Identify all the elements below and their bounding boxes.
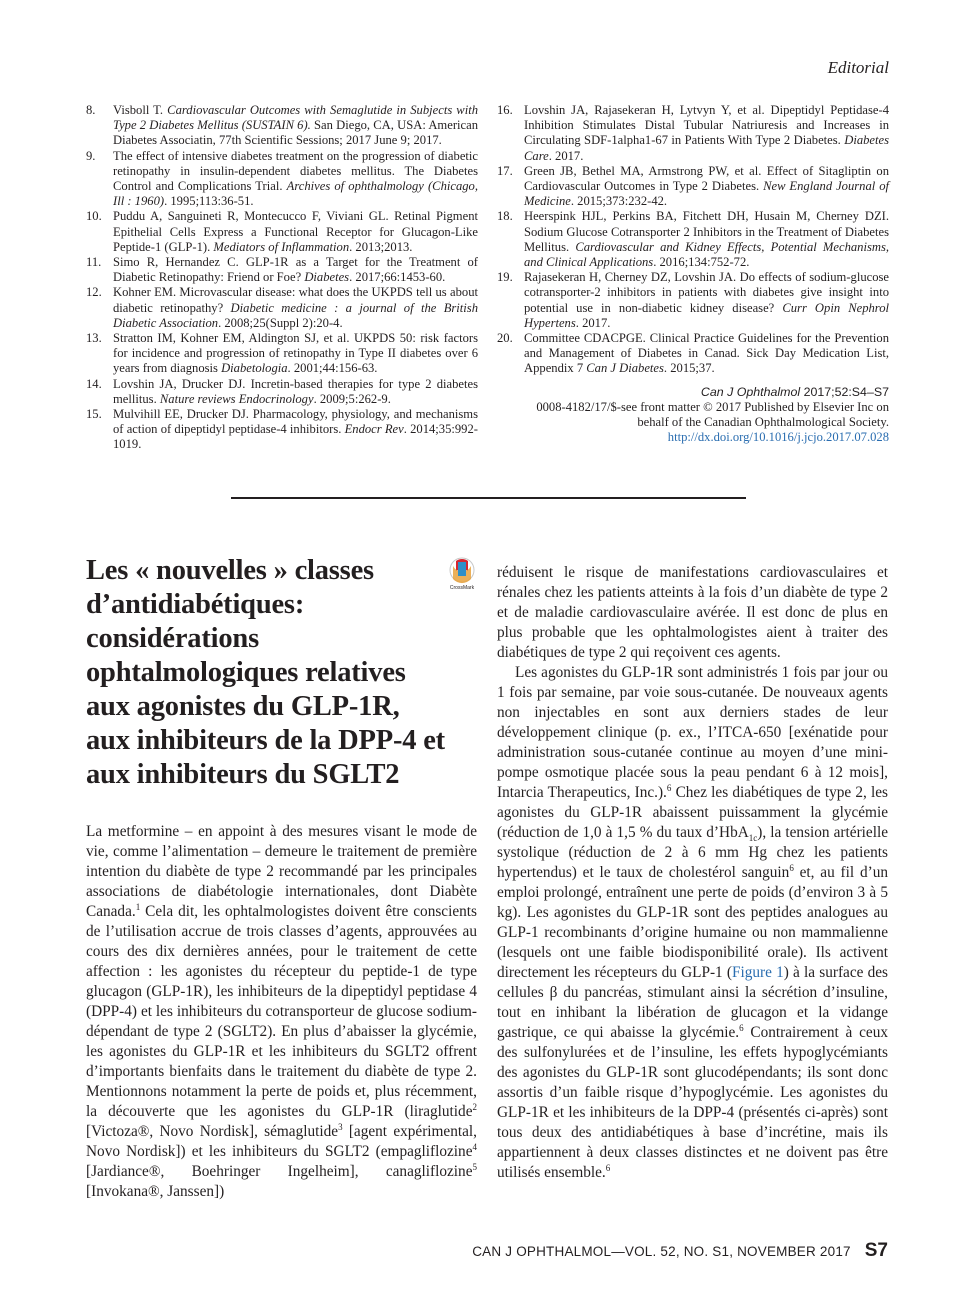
text-run: [Invokana®, Janssen]) — [86, 1183, 225, 1200]
reference-text — [524, 209, 889, 270]
citation-volume: 2017;52:S4–S7 — [803, 384, 889, 399]
reference-item — [497, 103, 889, 164]
reference-list-left — [86, 103, 478, 453]
text-run: Mulvihill EE, Drucker DJ. Pharmacology, physiology, and mechanisms of action of dipeptidyl peptidase-4 inhibitors. — [113, 407, 478, 437]
italic-text: Mediators of Inflammation — [213, 239, 350, 254]
reference-text — [113, 103, 478, 149]
citation-superscript[interactable]: 4 — [472, 1141, 477, 1152]
text-run: . 2015;37. — [663, 361, 715, 376]
italic-text: Diabetologia — [221, 361, 288, 376]
citation-block — [497, 385, 889, 446]
text-run: . 2015;373:232-42. — [570, 194, 668, 209]
page-number: S7 — [864, 1240, 888, 1261]
italic-text: New England Journal of Medicine — [524, 179, 889, 209]
italic-text: Diabetic medicine : a journal of the British Diabetic Association — [113, 300, 478, 330]
text-run: Rajasekeran H, Cherney DZ, Lovshin JA. Do effects of sodium-glucose cotransporter-2 inhibitors in patients with diabetes give insight into potential use in non-diabetic kidney disease? — [524, 270, 889, 315]
citation-superscript[interactable]: 6 — [666, 782, 672, 793]
reference-number: 19. — [497, 270, 513, 285]
italic-text: Curr Opin Nephrol Hypertens — [524, 300, 890, 330]
body-column-right — [497, 563, 888, 1183]
text-run: [Victoza®, Novo Nordisk], sémaglutide — [86, 1123, 339, 1140]
reference-number: 8. — [86, 103, 96, 117]
reference-number: 11. — [86, 255, 102, 270]
reference-list-right — [497, 103, 889, 445]
text-run: Visboll T. — [113, 103, 168, 117]
citation-superscript[interactable]: 6 — [789, 862, 794, 873]
reference-text — [113, 209, 478, 255]
article-title: Les « nouvelles » classes d’antidiabétiques: considérations ophtalmologiques relatives aux agonistes du GLP-1R, aux inhibiteurs de la DPP-4 et aux inhibiteurs du SGLT2 — [86, 555, 445, 790]
italic-text: Endocr Rev — [344, 422, 404, 437]
italic-text: Cardiovascular Outcomes with Semaglutide in Subjects with Type 2 Diabetes Mellitus (SUSTAIN 6). — [113, 103, 478, 133]
reference-item — [497, 331, 889, 377]
citation-superscript[interactable]: 6 — [605, 1162, 611, 1173]
copyright-line-1: 0008-4182/17/$-see front matter © 2017 Published by Elsevier Inc on — [536, 399, 889, 414]
copyright-line-2: behalf of the Canadian Ophthalmological Society. — [637, 415, 889, 430]
citation-superscript[interactable]: 5 — [472, 1161, 477, 1172]
reference-item — [497, 270, 889, 331]
reference-number: 15. — [86, 407, 102, 422]
text-run: Simo R, Hernandez C. GLP-1R as a Target for the Treatment of Diabetic Retinopathy: Friend or Foe? — [113, 255, 478, 285]
body-paragraph — [86, 822, 477, 1202]
text-run: . 1995;113:36-51. — [164, 194, 254, 209]
text-run: La metformine – en appoint à des mesures visant le mode de vie, comme l’alimentation – demeure le traitement de première intention du diabète de type 2 recommandé par les principales associations de diabétologie internationales, dont Diabète Canada. — [86, 823, 477, 920]
italic-text: Diabetes Care — [524, 133, 889, 163]
citation-journal — [497, 385, 889, 400]
italic-text: Nature reviews Endocrinology — [159, 391, 314, 406]
text-run: Heerspink HJL, Perkins BA, Fitchett DH, Husain M, Cherney DZI. Sodium Glucose Cotransporter 2 Inhibitors in the Treatment of Diabetes Mellitus. — [524, 209, 889, 254]
text-run: Kohner EM. Microvascular disease: what does the UKPDS tell us about diabetic retinopathy? — [113, 285, 478, 315]
italic-text: Can J Diabetes — [586, 361, 664, 376]
text-run: [Jardiance®, Boehringer Ingelheim], canagliflozine — [86, 1163, 473, 1180]
text-run: Puddu A, Sanguineti R, Montecucco F, Viviani GL. Retinal Pigment Epithelial Cells Express a Functional Receptor for Glucagon-Like Peptide-1 (GLP-1). — [113, 209, 478, 254]
footer-journal-line: CAN J OPHTHALMOL—VOL. 52, NO. S1, NOVEMBER 2017 — [472, 1244, 851, 1259]
reference-text — [524, 103, 889, 164]
section-divider — [231, 497, 746, 499]
text-run: The effect of intensive diabetes treatment on the progression of diabetic retinopathy in insulin-dependent diabetes mellitus. The Diabetes Control and Complications Trial. — [113, 148, 478, 194]
reference-number: 18. — [497, 209, 513, 224]
text-run: . 2008;25(Suppl 2):20-4. — [218, 315, 343, 330]
reference-number: 12. — [86, 285, 102, 300]
citation-superscript[interactable]: 3 — [338, 1121, 343, 1132]
running-head: Editorial — [827, 58, 889, 77]
crossmark-label: CrossMark — [449, 585, 475, 591]
reference-text — [524, 331, 889, 377]
text-run: Lovshin JA, Drucker DJ. Incretin-based therapies for type 2 diabetes mellitus. — [113, 376, 478, 406]
reference-number: 17. — [497, 163, 513, 178]
text-run: . 2016;134:752-72. — [653, 255, 750, 270]
reference-item — [86, 285, 478, 331]
text-run: San Diego, CA, USA: American Diabetes Associatin, 77th Scientific Sessions; 2017 June 9; 2017. — [113, 118, 478, 148]
page-footer — [0, 1240, 888, 1262]
text-run: . 2017;66:1453-60. — [349, 270, 446, 285]
reference-number: 9. — [86, 148, 96, 163]
reference-text — [113, 255, 478, 285]
text-run: . 2009;5:262-9. — [313, 391, 391, 406]
citation-superscript[interactable]: 1 — [135, 901, 141, 912]
reference-number: 16. — [497, 103, 513, 117]
subscript: 1c — [748, 833, 758, 844]
crossmark-icon[interactable] — [447, 557, 477, 591]
text-run: Les agonistes du GLP-1R sont administrés 1 fois par jour ou 1 fois par semaine, par voie sous-cutanée. De nouveaux agents non injectables en sont aux derniers stades de leur développement clinique (p. ex., l’ITCA-650 [exénatide pour administration sous-cutanée continue au moyen d’une mini-pompe osmotique placée sous la peau pendant 6 à 12 mois], Intarcia Therapeutics, Inc.). — [497, 664, 888, 801]
text-run: . 2001;44:156-63. — [287, 361, 378, 376]
body-paragraph — [497, 663, 888, 1183]
reference-items — [497, 103, 889, 377]
reference-text — [524, 270, 889, 331]
reference-item — [86, 209, 478, 255]
text-run: . 2017. — [548, 148, 584, 163]
text-run: . 2013;2013. — [349, 239, 413, 254]
reference-text — [113, 285, 478, 331]
text-run: Contrairement à ceux des sulfonylurées et de l’insuline, les effets hypoglycémiants des agonistes du GLP-1R sont glucodépendants; ils sont donc assortis d’un faible risque d’hypoglycémie. Les agonistes du GLP-1R et les inhibiteurs de la DPP-4 (présentés ci-après) sont tous deux des antidiabétiques à base d’incrétine, mais ils appartiennent à deux classes distinctes et ne doivent pas être utilisés ensemble. — [497, 1024, 888, 1181]
citation-superscript[interactable]: 6 — [739, 1022, 744, 1033]
reference-number: 20. — [497, 331, 513, 346]
text-run: Committee CDACPGE. Clinical Practice Guidelines for the Prevention and Management of Diabetes in Canad. Sick Day Medication List, Appendix 7 — [524, 331, 889, 376]
figure-link[interactable]: Figure 1 — [732, 964, 784, 981]
reference-item — [497, 164, 889, 210]
citation-superscript[interactable]: 2 — [472, 1101, 477, 1112]
reference-item — [86, 103, 478, 149]
italic-text: Diabetes — [304, 270, 350, 285]
reference-text — [113, 331, 478, 377]
reference-text — [113, 149, 478, 210]
italic-text: Archives of ophthalmology (Chicago, Ill : 1960) — [113, 179, 478, 209]
reference-text — [524, 164, 889, 210]
text-run: Lovshin JA, Rajasekeran H, Lytvyn Y, et al. Dipeptidyl Peptidase-4 Inhibition Stimulates Distal Tubular Natriuresis and Increases in Circulating SDF-1alpha1-67 in Patients With Type 2 Diabetes. — [524, 103, 889, 148]
text-run: . 2014;35:992-1019. — [113, 422, 478, 452]
reference-text — [113, 377, 478, 407]
reference-item — [86, 331, 478, 377]
text-run: Chez les diabétiques de type 2, les agonistes du GLP-1R abaissent puissamment la glycémie (réduction de 1,0 à 1,5 % du taux d’HbA — [497, 784, 888, 841]
reference-text — [113, 407, 478, 453]
reference-item — [497, 209, 889, 270]
text-run: réduisent le risque de manifestations cardiovasculaires et rénales chez les patients atteints à la fois d’un diabète de type 2 et de maladie cardiovasculaire avérée. Il est donc de plus en plus probable que les ophtalmologistes aient à traiter des diabétiques de type 2 qui reçoivent ces agents. — [497, 564, 888, 661]
text-run: ) à la surface des cellules β du pancréas, stimulant ainsi la sécrétion d’insuline, tout en inhibant la libération de glucagon et la vidange gastrique, ce qui abaisse la glycémie. — [497, 964, 888, 1041]
text-run: ), la tension artérielle systolique (réduction de 2 à 6 mm Hg chez les patients hypertendus) et le taux de cholestérol sanguin — [497, 824, 888, 881]
body-paragraph — [497, 563, 888, 663]
reference-item — [86, 377, 478, 407]
doi-link[interactable]: http://dx.doi.org/10.1016/j.jcjo.2017.07.028 — [667, 430, 889, 445]
reference-item — [86, 407, 478, 453]
reference-item — [86, 255, 478, 285]
body-column-left — [86, 822, 477, 1202]
reference-number: 14. — [86, 376, 102, 391]
reference-number: 13. — [86, 331, 102, 346]
text-run: Cela dit, les ophtalmologistes doivent être conscients de l’utilisation accrue de trois classes d’agents, approuvées au cours des dix dernières années, pour le traitement de cette affection : les agonistes du récepteur du peptide-1 de type glucagon (GLP-1R), les inhibiteurs de la dipeptidyl peptidase 4 (DPP-4) et les inhibiteurs du cotransporteur de glucose sodium-dépendant de type 2 (SGLT2). En plus d’abaisser la glycémie, les agonistes du GLP-1R et les inhibiteurs du SGLT2 offrent d’importants bienfaits dans le traitement du diabète de type 2. Mentionnons notamment la perte de poids et, plus récemment, la découverte que les agonistes du GLP-1R (liraglutide — [86, 903, 477, 1120]
citation-journal-name: Can J Ophthalmol — [700, 384, 801, 399]
text-run: Stratton IM, Kohner EM, Aldington SJ, et al. UKPDS 50: risk factors for incidence and progression of retinopathy in Type II diabetes over 6 years from diagnosis — [113, 331, 478, 376]
text-run: [agent expérimental, Novo Nordisk]) et les inhibiteurs du SGLT2 (empagliflozine — [86, 1123, 477, 1160]
reference-item — [86, 149, 478, 210]
text-run: Green JB, Bethel MA, Armstrong PW, et al. Effect of Sitagliptin on Cardiovascular Outcomes in Type 2 Diabetes. — [524, 163, 889, 194]
text-run: et, au fil d’un emploi prolongé, entraînent une perte de poids (d’environ 3 à 5 kg). Les agonistes du GLP-1R sont des peptides analogues au GLP-1 recombinants d’origine humaine ou non mammalienne (lesquels ont une faible biodisponibilité orale). Ils activent directement les récepteurs du GLP-1 ( — [497, 864, 889, 981]
text-run: . 2017. — [575, 315, 611, 330]
reference-number: 10. — [86, 209, 102, 224]
italic-text: Cardiovascular and Kidney Effects, Potential Mechanisms, and Clinical Applications — [524, 239, 890, 270]
